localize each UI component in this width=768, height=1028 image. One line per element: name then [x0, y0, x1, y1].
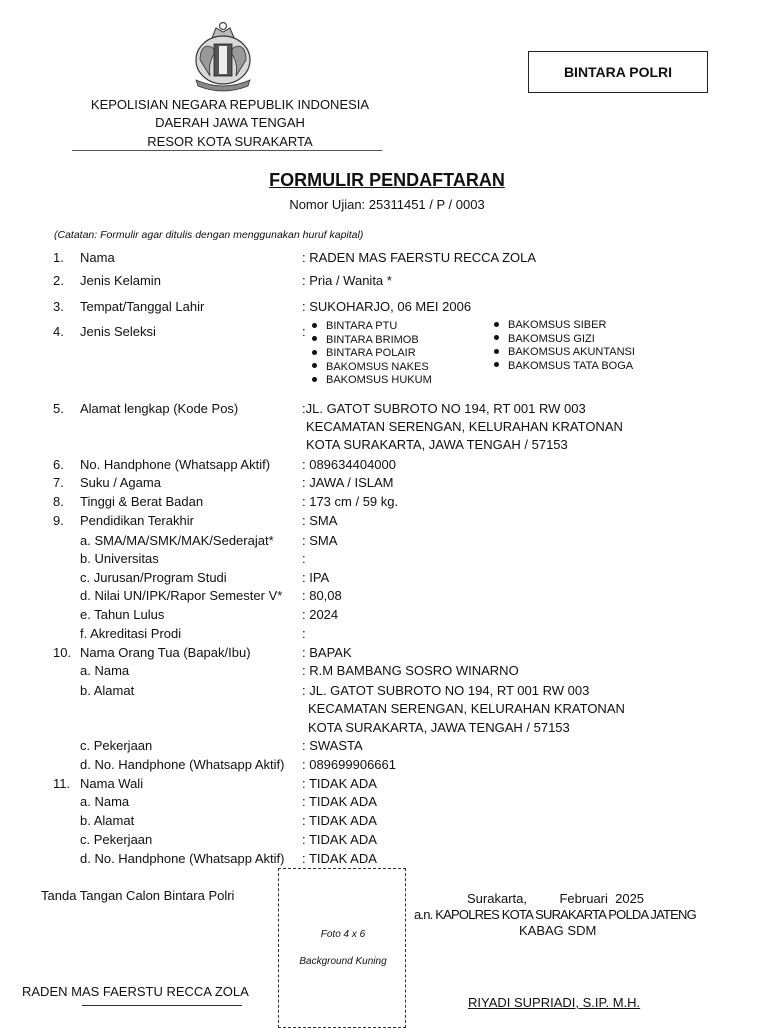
- field-2-value: : Pria / Wanita *: [302, 273, 392, 288]
- field-6-label: No. Handphone (Whatsapp Aktif): [80, 457, 271, 472]
- bullet-icon: [494, 362, 499, 367]
- field-10c-value: : SWASTA: [302, 738, 363, 753]
- bullet-icon: [494, 322, 499, 327]
- field-10b-label: b. Alamat: [80, 683, 135, 698]
- field-11a-label: a. Nama: [80, 794, 130, 809]
- field-1-value: : RADEN MAS FAERSTU RECCA ZOLA: [302, 250, 537, 265]
- field-11d-label: d. No. Handphone (Whatsapp Aktif): [80, 851, 285, 866]
- field-11-number: 11.: [53, 776, 71, 791]
- field-10d-value: : 089699906661: [302, 757, 396, 772]
- field-10d-label: d. No. Handphone (Whatsapp Aktif): [80, 757, 285, 772]
- official-position: KABAG SDM: [519, 923, 597, 938]
- field-9b-label: b. Universitas: [80, 551, 159, 566]
- bullet-icon: [312, 363, 317, 368]
- field-1-label: Nama: [80, 250, 115, 265]
- field-11c-label: c. Pekerjaan: [80, 832, 153, 847]
- field-9e-label: e. Tahun Lulus: [80, 607, 165, 622]
- list-item: BINTARA BRIMOB: [312, 334, 432, 348]
- field-5-label: Alamat lengkap (Kode Pos): [80, 401, 239, 416]
- bullet-icon: [312, 323, 317, 328]
- list-item: BINTARA POLAIR: [312, 347, 432, 361]
- field-10-value: : BAPAK: [302, 645, 352, 660]
- field-10-label: Nama Orang Tua (Bapak/Ibu): [80, 645, 251, 660]
- field-9f-label: f. Akreditasi Prodi: [80, 626, 182, 641]
- field-11a-value: : TIDAK ADA: [302, 794, 377, 809]
- field-8-label: Tinggi & Berat Badan: [80, 494, 204, 509]
- field-9d-value: : 80,08: [302, 588, 342, 603]
- position-category-box: [528, 51, 708, 93]
- field-3-label: Tempat/Tanggal Lahir: [80, 299, 205, 314]
- field-11d-value: : TIDAK ADA: [302, 851, 377, 866]
- field-8-value: : 173 cm / 59 kg.: [302, 494, 399, 509]
- field-6-number: 6.: [53, 457, 64, 472]
- field-10a-value: : R.M BAMBANG SOSRO WINARNO: [302, 663, 519, 678]
- org-line-2: DAERAH JAWA TENGAH: [155, 115, 305, 130]
- exam-number: Nomor Ujian: 25311451 / P / 0003: [289, 197, 485, 212]
- list-item: BAKOMSUS SIBER: [494, 319, 635, 333]
- header-divider: [72, 150, 382, 151]
- field-11-label: Nama Wali: [80, 776, 144, 791]
- field-6-value: : 089634404000: [302, 457, 396, 472]
- on-behalf-line: a.n. KAPOLRES KOTA SURAKARTA POLDA JATENG: [414, 907, 696, 922]
- field-1-number: 1.: [53, 250, 64, 265]
- position-category-label: BINTARA POLRI: [563, 64, 673, 80]
- field-5-number: 5.: [53, 401, 64, 416]
- photo-background-label: Background Kuning: [299, 956, 387, 967]
- field-9a-value: : SMA: [302, 533, 338, 548]
- photo-size-label: Foto 4 x 6: [320, 929, 366, 940]
- form-title: FORMULIR PENDAFTARAN: [269, 170, 505, 190]
- field-4-number: 4.: [53, 324, 64, 339]
- field-10b-value: : JL. GATOT SUBROTO NO 194, RT 001 RW 003: [302, 683, 590, 698]
- field-9e-value: : 2024: [302, 607, 339, 622]
- field-8-number: 8.: [53, 494, 64, 509]
- list-item: BAKOMSUS NAKES: [312, 361, 432, 375]
- field-10b-value-line2: KECAMATAN SERENGAN, KELURAHAN KRATONAN: [308, 701, 625, 716]
- selection-list-right: [494, 319, 635, 373]
- selection-list-left: [312, 320, 432, 388]
- list-item: BAKOMSUS HUKUM: [312, 374, 432, 388]
- field-5-value-line3: KOTA SURAKARTA, JAWA TENGAH / 57153: [306, 437, 568, 452]
- list-item: BAKOMSUS AKUNTANSI: [494, 346, 635, 360]
- field-2-number: 2.: [53, 273, 64, 288]
- field-5-value: :JL. GATOT SUBROTO NO 194, RT 001 RW 003: [302, 401, 586, 416]
- field-11-value: : TIDAK ADA: [302, 776, 377, 791]
- police-emblem-logo: [186, 20, 260, 92]
- field-7-value: : JAWA / ISLAM: [302, 475, 394, 490]
- field-10a-label: a. Nama: [80, 663, 130, 678]
- field-9-number: 9.: [53, 513, 64, 528]
- field-9c-value: : IPA: [302, 570, 330, 585]
- signature-line: [82, 1005, 242, 1006]
- field-7-label: Suku / Agama: [80, 475, 161, 490]
- field-7-number: 7.: [53, 475, 64, 490]
- field-2-label: Jenis Kelamin: [80, 273, 161, 288]
- field-10b-value-line3: KOTA SURAKARTA, JAWA TENGAH / 57153: [308, 720, 570, 735]
- field-3-value: : SUKOHARJO, 06 MEI 2006: [302, 299, 472, 314]
- form-note: (Catatan: Formulir agar ditulis dengan menggunakan huruf kapital): [54, 229, 364, 241]
- org-line-3: RESOR KOTA SURAKARTA: [147, 134, 313, 149]
- field-9a-label: a. SMA/MA/SMK/MAK/Sederajat*: [80, 533, 274, 548]
- list-item: BAKOMSUS TATA BOGA: [494, 360, 635, 374]
- field-5-value-line2: KECAMATAN SERENGAN, KELURAHAN KRATONAN: [306, 419, 623, 434]
- field-11b-value: : TIDAK ADA: [302, 813, 377, 828]
- field-11c-value: : TIDAK ADA: [302, 832, 377, 847]
- field-9-value: : SMA: [302, 513, 338, 528]
- signature-label: Tanda Tangan Calon Bintara Polri: [41, 888, 235, 903]
- bullet-icon: [312, 336, 317, 341]
- field-4-colon: :: [302, 324, 306, 339]
- field-10c-label: c. Pekerjaan: [80, 738, 153, 753]
- bullet-icon: [312, 350, 317, 355]
- photo-placeholder: [278, 868, 406, 1028]
- org-line-1: KEPOLISIAN NEGARA REPUBLIK INDONESIA: [90, 97, 370, 112]
- list-item: BAKOMSUS GIZI: [494, 333, 635, 347]
- field-3-number: 3.: [53, 299, 64, 314]
- field-11b-label: b. Alamat: [80, 813, 135, 828]
- field-4-label: Jenis Seleksi: [80, 324, 156, 339]
- bullet-icon: [494, 335, 499, 340]
- field-10-number: 10.: [53, 645, 72, 660]
- field-9b-value: :: [302, 551, 306, 566]
- bullet-icon: [494, 349, 499, 354]
- field-9d-label: d. Nilai UN/IPK/Rapor Semester V*: [80, 588, 283, 603]
- applicant-signature-name: RADEN MAS FAERSTU RECCA ZOLA: [22, 984, 249, 999]
- field-9f-value: :: [302, 626, 306, 641]
- field-9-label: Pendidikan Terakhir: [80, 513, 194, 528]
- place-date: Surakarta, Februari 2025: [467, 891, 645, 906]
- list-item: BINTARA PTU: [312, 320, 432, 334]
- field-9c-label: c. Jurusan/Program Studi: [80, 570, 227, 585]
- official-name: RIYADI SUPRIADI, S.IP. M.H.: [468, 995, 641, 1010]
- bullet-icon: [312, 377, 317, 382]
